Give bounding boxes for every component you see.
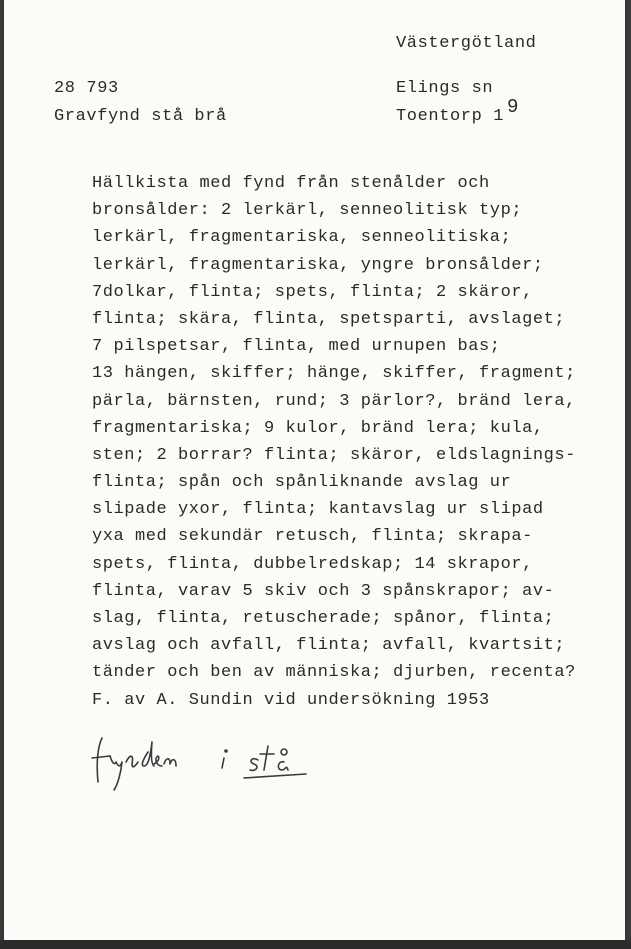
description-line: 13 hängen, skiffer; hänge, skiffer, fragment; bbox=[92, 364, 576, 384]
description-line: F. av A. Sundin vid undersökning 1953 bbox=[92, 690, 490, 710]
description-line: flinta, varav 5 skiv och 3 spånskrapor; av- bbox=[92, 581, 555, 601]
description-line: slipade yxor, flinta; kantavslag ur slipad bbox=[92, 500, 544, 520]
description-line: tänder och ben av människa; djurben, recenta? bbox=[92, 663, 576, 683]
catalog-number: 28 793 bbox=[54, 79, 119, 98]
description-line: 7 pilspetsar, flinta, med urnupen bas; bbox=[92, 337, 501, 357]
scan-border bbox=[0, 940, 631, 949]
description-line: flinta; skära, flinta, spetsparti, avslaget; bbox=[92, 309, 566, 329]
catalog-card bbox=[4, 0, 625, 940]
description-line: lerkärl, fragmentariska, senneolitiska; bbox=[92, 228, 512, 248]
description-line: lerkärl, fragmentariska, yngre bronsålder; bbox=[92, 255, 544, 275]
description-line: spets, flinta, dubbelredskap; 14 skrapor, bbox=[92, 554, 533, 574]
description-line: avslag och avfall, flinta; avfall, kvartsit; bbox=[92, 636, 566, 656]
parish-label: Elings sn bbox=[396, 79, 494, 98]
description-line: yxa med sekundär retusch, flinta; skrapa- bbox=[92, 527, 533, 547]
description-line: flinta; spån och spånliknande avslag ur bbox=[92, 473, 512, 493]
description-line: 7dolkar, flinta; spets, flinta; 2 skäror, bbox=[92, 282, 533, 302]
find-description bbox=[92, 170, 576, 714]
description-line: Hällkista med fynd från stenålder och bbox=[92, 174, 490, 193]
description-line: pärla, bärnsten, rund; 3 pärlor?, bränd lera, bbox=[92, 391, 576, 411]
parish-superscript: 9 bbox=[507, 96, 519, 118]
description-line: slag, flinta, retuscherade; spånor, flinta; bbox=[92, 609, 555, 628]
region-label: Västergötland bbox=[396, 34, 537, 53]
description-line: sten; 2 borrar? flinta; skäror, eldslagnings- bbox=[92, 445, 576, 465]
description-line: fragmentariska; 9 kulor, bränd lera; kula, bbox=[92, 418, 544, 438]
find-type: Gravfynd stå brå bbox=[54, 107, 227, 126]
description-line: bronsålder: 2 lerkärl, senneolitisk typ; bbox=[92, 201, 523, 221]
handwritten-note bbox=[88, 732, 318, 792]
farm-label: Toentorp 1 bbox=[396, 107, 505, 126]
